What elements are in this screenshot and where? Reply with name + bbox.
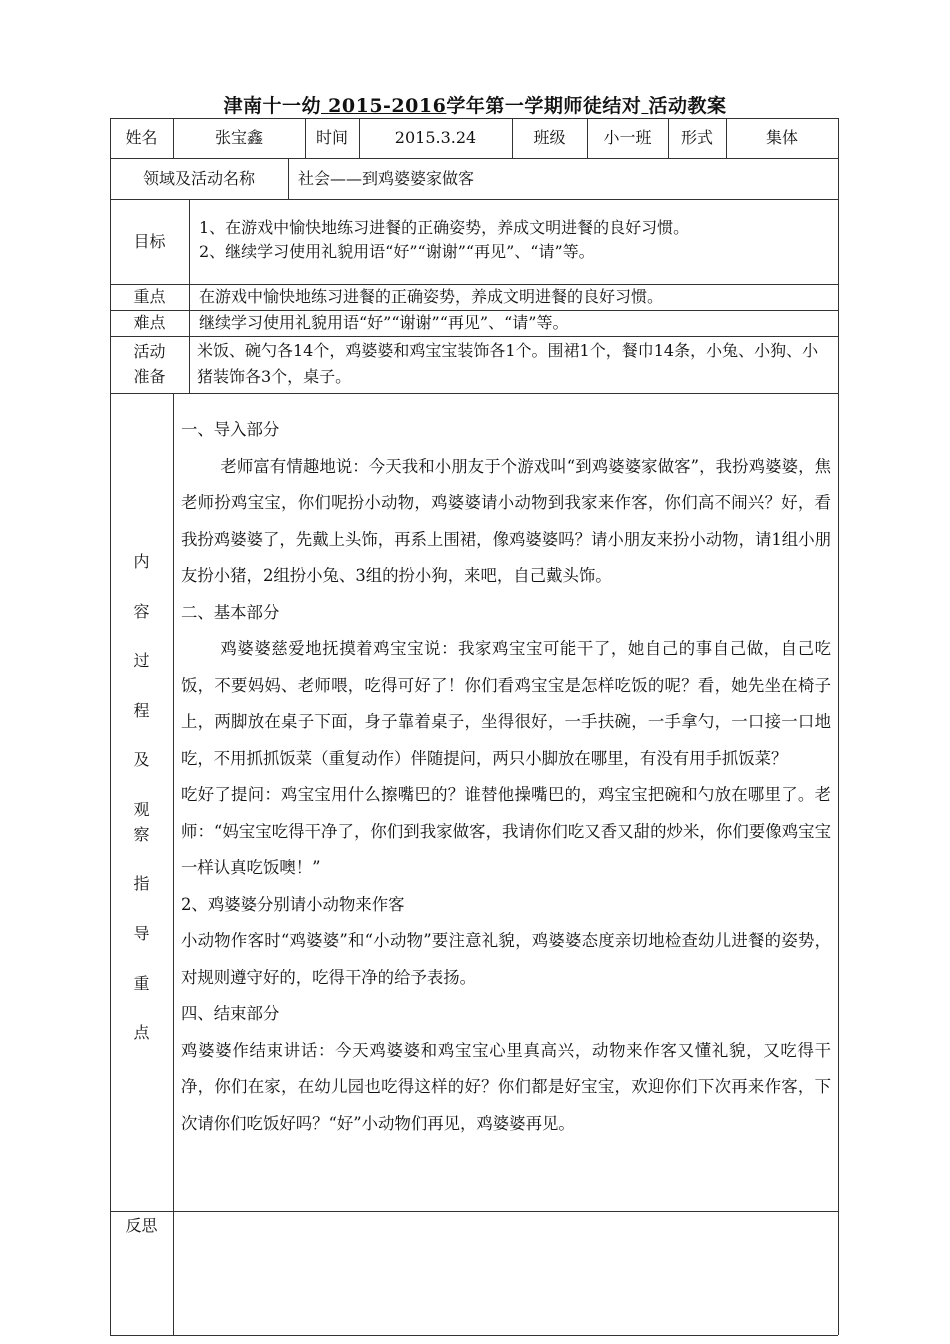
process-label-char: 过: [133, 651, 150, 671]
process-label-char: 观: [133, 799, 150, 819]
key-point-label: 重点: [133, 287, 166, 306]
name-label: 姓名: [125, 128, 158, 147]
process-content: [181, 412, 831, 1142]
process-label-char: 点: [133, 1023, 150, 1043]
goals-label: 目标: [133, 231, 166, 251]
class-label: 班级: [533, 128, 566, 147]
key-point-value: 在游戏中愉快地练习进餐的正确姿势，养成文明进餐的良好习惯。: [199, 287, 664, 306]
reflection-value: [173, 1214, 838, 1332]
page-title: [110, 91, 840, 118]
goals-list: [189, 216, 838, 264]
class-value: 小一班: [603, 128, 652, 147]
process-label-char: 察: [133, 824, 150, 844]
preparation-label-line2: 准备: [133, 367, 166, 386]
row-divider: [110, 393, 838, 394]
preparation-label: [110, 339, 189, 391]
goal-item: 1、在游戏中愉快地练习进餐的正确姿势，养成文明进餐的良好习惯。: [199, 218, 690, 237]
difficulty-label: 难点: [133, 313, 166, 332]
process-label-char: 容: [133, 601, 150, 621]
title-tail: 活动教案: [648, 95, 727, 117]
process-label-char: 重: [133, 973, 150, 993]
title-rest: 学年第一学期师徒结对: [446, 95, 642, 117]
section-heading: 一、导入部分: [181, 420, 280, 439]
section-heading: 二、基本部分: [181, 602, 280, 622]
col-divider: [173, 393, 174, 1335]
name-value: 张宝鑫: [214, 128, 263, 147]
process-paragraph: 鸡婆婆慈爱地抚摸着鸡宝宝说：我家鸡宝宝可能干了，她自己的事自己做，自己吃饭，不要妈妈、老师喂，吃得可好了！你们看鸡宝宝是怎样吃饭的呢？看，她先坐在椅子上，两脚放在桌子下面，身子靠着桌子，坐得很好，一手扶碗，一手拿勺，一口接一口地吃，不用抓抓饭菜（重复动作）伴随提问，两只小脚放在哪里，有没有用手抓饭菜？: [181, 639, 831, 768]
process-paragraph: 老师富有情趣地说：今天我和小朋友于个游戏叫“到鸡婆婆家做客”，我扮鸡婆婆，焦老师扮鸡宝宝，你们呢扮小动物，鸡婆婆请小动物到我家来作客，你们高不闹兴？好，看我扮鸡婆婆了，先戴上头饰，再系上围裙，像鸡婆婆吗？请小朋友来扮小动物，请1组小朋友扮小猪，2组扮小兔、3组的扮小狗，来吧，自己戴头饰。: [181, 456, 831, 585]
process-label-char: 指: [133, 874, 150, 894]
preparation-label-line1: 活动: [133, 342, 166, 361]
form-label: 形式: [680, 128, 713, 147]
process-label-char: 程: [133, 700, 150, 720]
table-border-bottom: [110, 1335, 838, 1336]
process-paragraph: 鸡婆婆作结束讲话：今天鸡婆婆和鸡宝宝心里真高兴，动物来作客又懂礼貌，又吃得干净，你们在家，在幼儿园也吃得这样的好？你们都是好宝宝，欢迎你们下次再来作客，下次请你们吃饭好吗？“好”小动物们再见，鸡婆婆再见。: [181, 1040, 831, 1133]
process-label-char: 及: [133, 750, 150, 770]
process-label: [110, 550, 173, 1071]
domain-value: 社会——到鸡婆婆家做客: [298, 168, 475, 188]
process-paragraph: 小动物作客时“鸡婆婆”和“小动物”要注意礼貌，鸡婆婆态度亲切地检查幼儿进餐的姿势，对规则遵守好的，吃得干净的给予表扬。: [181, 931, 831, 987]
row-divider: [110, 199, 838, 200]
reflection-label: 反思: [125, 1216, 158, 1235]
section-heading: 四、结束部分: [181, 1004, 280, 1023]
difficulty-value: 继续学习使用礼貌用语“好”“谢谢”“再见”、“请”等。: [199, 313, 569, 332]
domain-label: 领域及活动名称: [142, 168, 255, 188]
form-value: 集体: [765, 128, 798, 147]
process-label-char: 导: [133, 923, 150, 943]
table-border-right: [838, 118, 839, 1335]
row-divider: [110, 336, 838, 337]
time-label: 时间: [315, 128, 348, 147]
preparation-value: 米饭、碗勺各14个，鸡婆婆和鸡宝宝装饰各1个。围裙1个，餐巾14条，小兔、小狗、小猪装饰各3个，桌子。: [197, 341, 819, 386]
title-year: 2015-2016: [328, 95, 447, 117]
row-divider: [110, 1211, 838, 1212]
time-value: 2015.3.24: [394, 128, 477, 147]
title-school: 津南十一幼: [223, 95, 322, 117]
section-heading: 2、鸡婆婆分别请小动物来作客: [181, 894, 405, 914]
goal-item: 2、继续学习使用礼貌用语“好”“谢谢”“再见”、“请”等。: [199, 242, 595, 261]
process-label-char: 内: [133, 552, 150, 571]
process-paragraph: 吃好了提问：鸡宝宝用什么擦嘴巴的？谁替他操嘴巴的，鸡宝宝把碗和勺放在哪里了。老师：“妈宝宝吃得干净了，你们到我家做客，我请你们吃又香又甜的炒米，你们要像鸡宝宝一样认真吃饭噢！”: [181, 785, 831, 877]
